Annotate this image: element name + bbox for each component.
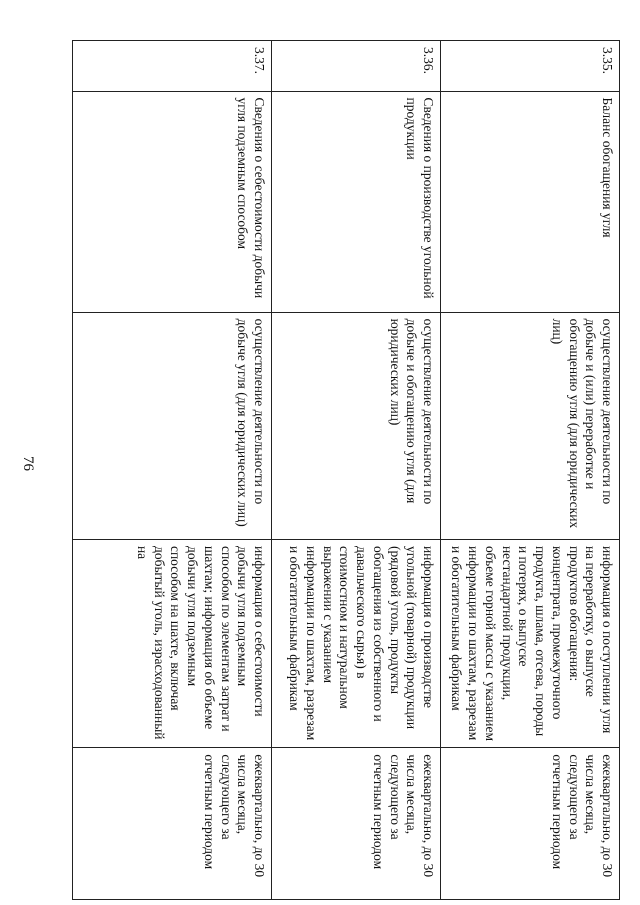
table-row — [73, 41, 272, 900]
activity-type: осуществление деятельности по добыче и (или) переработке и обогащению угля (для юридических лиц) — [441, 312, 620, 539]
row-number: 3.37. — [73, 41, 272, 92]
row-number: 3.35. — [441, 41, 620, 92]
form-name: Баланс обогащения угля — [441, 91, 620, 312]
page-number: 76 — [20, 456, 36, 471]
rotated-table-container — [80, 40, 620, 900]
document-table — [72, 40, 620, 900]
information-content: информация о поступлении угля на переработку, о выпуске продуктов обогащения: концентрата, промежуточного продукта, шлама, отсева, породы и потерях, о выпуске нестандартной продукции, объеме горной массы с указанием информации по шахтам, разрезам и обогатительным фабрикам — [441, 539, 620, 747]
row-number: 3.36. — [272, 41, 441, 92]
activity-type: осуществление деятельности по добыче угля (для юридических лиц) — [73, 312, 272, 539]
information-content: информация о производстве угольной (товарной) продукции (рядовой уголь, продукты обогащения из собственного и давальческого сырья) в стоимостном и натуральном выражении с указанием информации по шахтам, разрезам и обогатительным фабрикам — [272, 539, 441, 747]
submission-term: ежеквартально, до 30 числа месяца, следующего за отчетным периодом — [272, 748, 441, 900]
information-content: информация о себестоимости добычи угля подземным способом по элементам затрат и шахтам; информация об объеме добычи угля подземным способом на шахте, включая добытый уголь, израсходованный на — [73, 539, 272, 747]
submission-term: ежеквартально, до 30 числа месяца, следующего за отчетным периодом — [73, 748, 272, 900]
form-name: Сведения о производстве угольной продукции — [272, 91, 441, 312]
table-row — [272, 41, 441, 900]
activity-type: осуществление деятельности по добыче и обогащению угля (для юридических лиц) — [272, 312, 441, 539]
submission-term: ежеквартально, до 30 числа месяца, следующего за отчетным периодом — [441, 748, 620, 900]
form-name: Сведения о себестоимости добычи угля подземным способом — [73, 91, 272, 312]
table-row — [441, 41, 620, 900]
